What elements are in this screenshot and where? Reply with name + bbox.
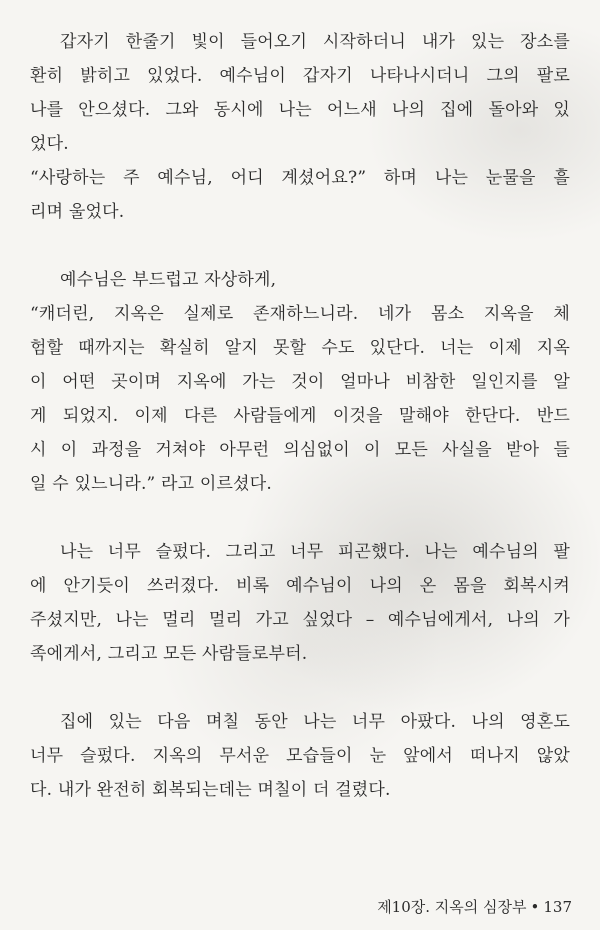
text-line: 예수님은 부드럽고 자상하게,: [60, 270, 277, 290]
text-line: “사랑하는 주 예수님, 어디 계셨어요?” 하며 나는 눈물을 흘: [30, 168, 570, 188]
text-line: 었다.: [30, 134, 69, 154]
text-line: 환히 밝히고 있었다. 예수님이 갑자기 나타나시더니 그의 팔로: [30, 66, 570, 86]
text-line: 험할 때까지는 확실히 알지 못할 수도 있단다. 너는 이제 지옥: [30, 338, 570, 358]
text-line: 족에게서, 그리고 모든 사람들로부터.: [30, 644, 308, 664]
text-line: 갑자기 한줄기 빛이 들어오기 시작하더니 내가 있는 장소를: [60, 32, 570, 52]
body-text: [30, 25, 570, 807]
paragraph-spacer: [30, 671, 570, 705]
text-line: 에 안기듯이 쓰러졌다. 비록 예수님이 나의 온 몸을 회복시켜: [30, 576, 570, 596]
text-line: 리며 울었다.: [30, 202, 125, 222]
text-line: 시 이 과정을 거쳐야 아무런 의심없이 이 모든 사실을 받아 들: [30, 440, 570, 460]
text-line: “캐더린, 지옥은 실제로 존재하느니라. 네가 몸소 지옥을 체: [30, 304, 570, 324]
text-line: 주셨지만, 나는 멀리 멀리 가고 싶었다 – 예수님에게서, 나의 가: [30, 610, 570, 630]
chapter-title: 제10장. 지옥의 심장부: [377, 898, 527, 916]
text-line: 나를 안으셨다. 그와 동시에 나는 어느새 나의 집에 돌아와 있: [30, 100, 570, 120]
text-line: 이 어떤 곳이며 지옥에 가는 것이 얼마나 비참한 일인지를 알: [30, 372, 570, 392]
running-footer: [377, 896, 572, 917]
text-line: 다. 내가 완전히 회복되는데는 며칠이 더 걸렸다.: [30, 780, 391, 800]
page-number: 137: [543, 898, 572, 916]
bullet-separator: •: [530, 898, 540, 916]
text-line: 게 되었지. 이제 다른 사람들에게 이것을 말해야 한단다. 반드: [30, 406, 570, 426]
text-line: 집에 있는 다음 며칠 동안 나는 너무 아팠다. 나의 영혼도: [60, 712, 570, 732]
paragraph-spacer: [30, 229, 570, 263]
text-line: 나는 너무 슬펐다. 그리고 너무 피곤했다. 나는 예수님의 팔: [60, 542, 570, 562]
text-line: 일 수 있느니라.” 라고 이르셨다.: [30, 474, 272, 494]
paragraph-spacer: [30, 501, 570, 535]
text-line: 너무 슬펐다. 지옥의 무서운 모습들이 눈 앞에서 떠나지 않았: [30, 746, 570, 766]
